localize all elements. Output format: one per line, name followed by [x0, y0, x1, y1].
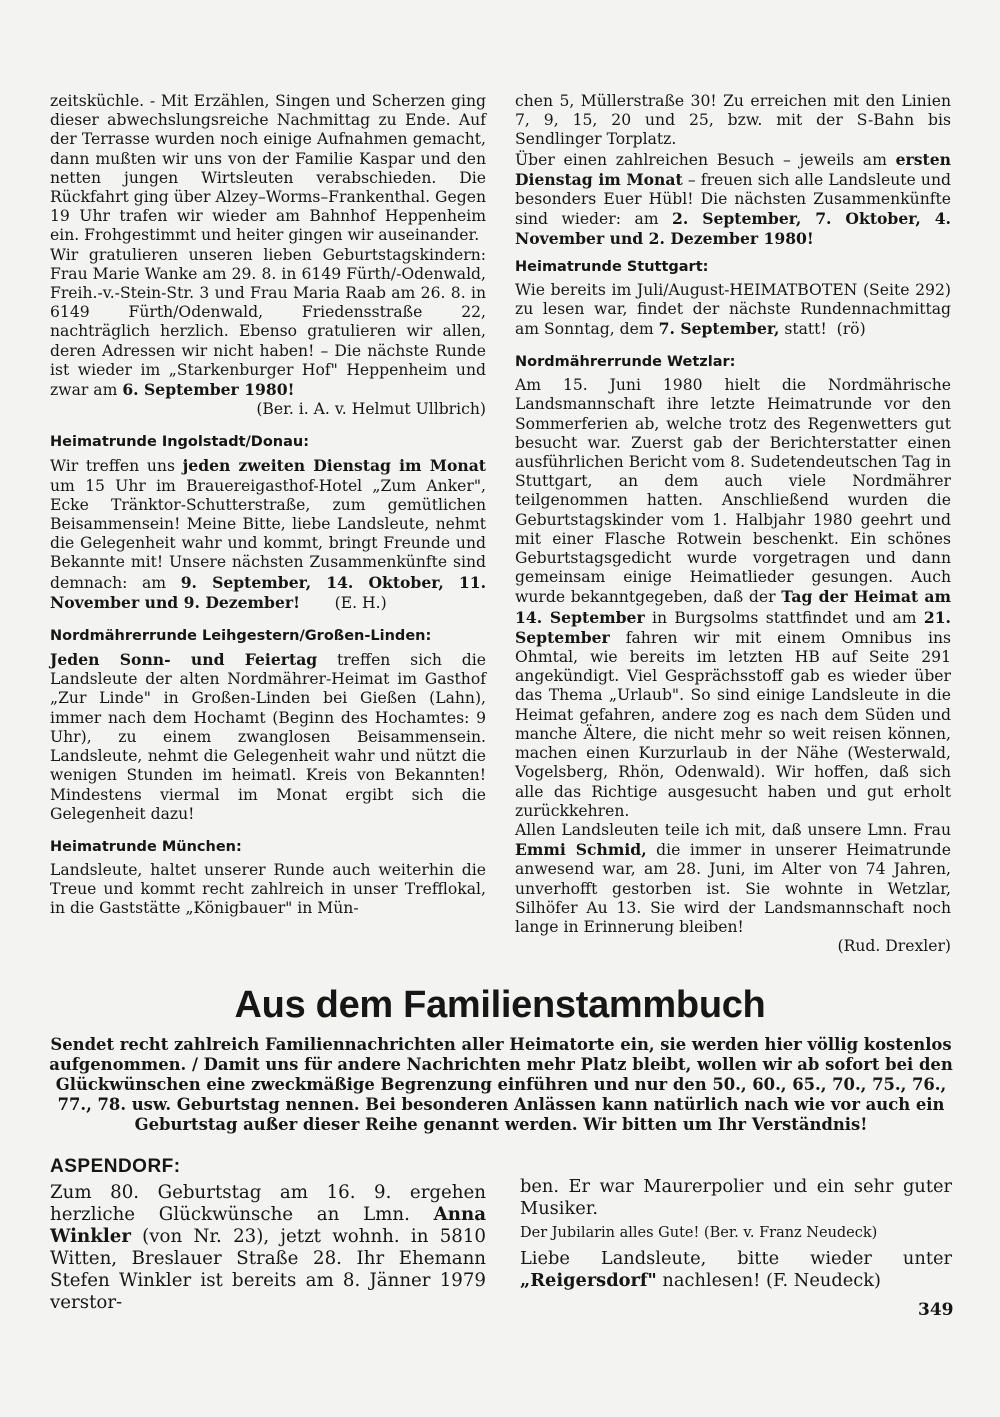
- paragraph-muenchen-dates: [515, 150, 951, 250]
- text-run: Zum 80. Geburtstag am 16. 9. ergehen herzliche Glückwünsche an Lmn.: [50, 1182, 486, 1225]
- paragraph-aspendorf: [50, 1182, 486, 1314]
- left-column: [50, 92, 486, 919]
- emphasis-run: Anna Winkler: [50, 1204, 486, 1247]
- paragraph-excursion: zeitsküchle. - Mit Erzählen, Singen und Scherzen ging dieser abwechslungsreiche Nachmittag zu Ende. Auf der Terrasse wurden noch einige Aufnahmen gemacht, dann mußten wir uns von der Familie Kaspar und den netten jungen Wirtsleuten verabschieden. Die Rückfahrt ging über Alzey–Worms–Frankenthal. Gegen 19 Uhr trafen wir wieder am Bahnhof Heppenheim ein. Frohgestimmt und heiter gingen wir auseinander.: [50, 92, 486, 245]
- aspendorf-continued: [520, 1176, 952, 1292]
- text-run: treffen sich die Landsleute der alten Nordmährer-Heimat im Gasthof „Zur Linde" in Großen-Linden bei Gießen (Lahn), immer nach dem Hochamt (Beginn des Hochamtes: 9 Uhr), zu einem zwanglosen Beisammensein. Landsleute, nehmt die Gelegenheit wahr und nützt die wenigen Stunden im heimatl. Kreis von Bekannten! Mindestens viermal im Monat ergibt sich die Gelegenheit dazu!: [50, 651, 486, 823]
- emphasis-run: Tag der Heimat am 14. September: [515, 587, 952, 627]
- signature-spacer: [827, 320, 837, 338]
- heading-stuttgart: Heimatrunde Stuttgart:: [515, 258, 709, 275]
- text-run: die immer in unserer Heimatrunde anwesend war, am 28. Juni, im Alter von 74 Jahren, unverhofft gestorben ist. Sie wohnte in Wetzlar, Silhöfer Au 13. Sie wird der Landsmannschaft noch lange in Erinnerung bleiben!: [515, 841, 951, 936]
- next-meeting-date: 6. September 1980!: [122, 380, 295, 400]
- text-run: Liebe Landsleute, bitte wieder unter: [520, 1248, 952, 1269]
- heading-muenchen: Heimatrunde München:: [50, 838, 242, 855]
- paragraph-aspendorf-part2: ben. Er war Maurerpolier und ein sehr guter Musiker.: [520, 1176, 952, 1219]
- text-run: Allen Landsleuten teile ich mit, daß unsere Lmn. Frau: [515, 820, 951, 839]
- paragraph-muenchen-part1: Landsleute, haltet unserer Runde auch weiterhin die Treue und kommt recht zahlreich in unser Trefflokal, in die Gaststätte „Königbauer" in Mün-: [50, 860, 486, 918]
- heading-leihgestern: Nordmährerrunde Leihgestern/Großen-Linden:: [50, 628, 432, 645]
- text-run: fahren wir mit einem Omnibus ins Ohmtal, wie bereits im letzten HB auf Seite 291 angekündigt. Viel Gesprächsstoff gab es wieder über das Thema „Urlaub". So sind einige Landsleute in die Heimat gefahren, andere zog es nach dem Süden und manche Ältere, die nicht mehr so weit reisen können, machen einen Kurzurlaub in der Nähe (Westerwald, Vogelsberg, Rhön, Odenwald). Wir hoffen, daß sich alle das Richtige ausgesucht haben und gut erholt zurückkehren.: [515, 628, 951, 820]
- emphasis-run: 2. September, 7. Oktober, 4. November und 2. Dezember 1980!: [515, 209, 951, 249]
- congratulation-note: Der Jubilarin alles Gute! (Ber. v. Franz Neudeck): [520, 1225, 878, 1241]
- paragraph-wetzlar: [515, 376, 951, 821]
- paragraph-birthdays: [50, 246, 486, 401]
- section-intro: Sendet recht zahlreich Familiennachrichten aller Heimatorte ein, sie werden hier völlig kostenlos aufgenommen. / Damit uns für andere Nachrichten mehr Platz bleibt, wollen wir ab sofort bei den Glückwünschen eine zweckmäßige Begrenzung einführen und nur den 50., 60., 65., 70., 75., 76., 77., 78. usw. Geburtstag nennen. Bei besonderen Anlässen kann natürlich nach wie vor auch ein Geburtstag außer dieser Reihe genannt werden. Wir bitten um Ihr Verständnis!: [49, 1035, 953, 1134]
- emphasis-run: 9. September, 14. Oktober, 11. November und 9. Dezember!: [50, 572, 486, 612]
- text-run: – freuen sich alle Landsleute und besonders Euer Hübl! Die nächsten Zusammenkünfte sind wieder: am: [515, 170, 951, 229]
- emphasis-run: ersten Dienstag im Monat: [515, 149, 951, 189]
- text-run: Über einen zahlreichen Besuch – jeweils am: [515, 150, 896, 169]
- page-number: 349: [918, 1300, 954, 1320]
- text-run: (von Nr. 23), jetzt wohnh. in 5810 Witten, Breslauer Straße 28. Ihr Ehemann Stefen Winkler ist bereits am 8. Jänner 1979 verstor-: [50, 1226, 486, 1313]
- emphasis-run: 7. September,: [658, 319, 780, 339]
- text-run: Wir treffen uns: [50, 457, 183, 476]
- emphasis-run: jeden zweiten Dienstag im Monat: [182, 456, 487, 476]
- author-signature: (E. H.): [334, 593, 387, 612]
- text-run: in Burgsolms stattfindet und am: [644, 608, 924, 627]
- text-run: statt!: [779, 320, 827, 339]
- paragraph-leihgestern: [50, 650, 486, 824]
- author-signature: (Ber. i. A. v. Helmut Ullbrich): [256, 400, 486, 419]
- heading-wetzlar: Nordmährerrunde Wetzlar:: [515, 354, 736, 371]
- signature-spacer: [300, 594, 335, 612]
- paragraph-stuttgart: [515, 281, 951, 340]
- emphasis-run: Jeden Sonn- und Feiertag: [50, 650, 318, 670]
- right-column: [515, 92, 951, 956]
- paragraph-ingolstadt: [50, 456, 486, 613]
- author-signature: (rö): [836, 320, 866, 339]
- section-title: Aus dem Familienstammbuch: [234, 984, 766, 1026]
- emphasis-run: „Reigersdorf": [520, 1270, 657, 1291]
- birthdays-text: Wir gratulieren unseren lieben Geburtstagskindern: Frau Marie Wanke am 29. 8. in 6149 Fürth/-Odenwald, Freih.-v.-Stein-Str. 3 und Frau Maria Raab am 26. 8. in 6149 Fürth/Odenwald, Friedensstraße 22, nachträglich herzlich. Ebenso gratulieren wir allen, deren Adressen wir nicht haben! – Die nächste Runde ist wieder im „Starkenburger Hof" Heppenheim und zwar am: [50, 245, 486, 400]
- author-signature: (Rud. Drexler): [837, 937, 951, 956]
- paragraph-muenchen-part2: chen 5, Müllerstraße 30! Zu erreichen mit den Linien 7, 9, 15, 20 und 25, bzw. mit der S-Bahn bis Sendlinger Torplatz.: [515, 92, 951, 149]
- paragraph-reigersdorf-hint: [520, 1248, 952, 1292]
- emphasis-run: 21. September: [515, 607, 951, 647]
- emphasis-run: Emmi Schmid,: [515, 840, 647, 860]
- paragraph-wetzlar-obituary: [515, 821, 951, 937]
- heading-ingolstadt: Heimatrunde Ingolstadt/Donau:: [50, 434, 310, 451]
- text-run: Am 15. Juni 1980 hielt die Nordmährische Landsmannschaft ihre letzte Heimatrunde vor den Sommerferien ab, welche trotz des Regenwetters gut besucht war. Zuerst gab der Berichterstatter einen ausführlichen Bericht vom 8. Sudetendeutschen Tag in Stuttgart, an dem auch viele Nordmährer teilgenommen hatten. Anschließend wurden die Geburtstagskinder vom 1. Halbjahr 1980 geehrt und mit einer Flasche Rotwein beschenkt. Ein schönes Geburtstagsgedicht wurde vorgetragen und dann gemeinsam einige Heimatlieder gesungen. Auch wurde bekanntgegeben, daß der: [515, 376, 951, 607]
- text-run: nachlesen! (F. Neudeck): [656, 1270, 881, 1291]
- text-run: um 15 Uhr im Brauereigasthof-Hotel „Zum Anker", Ecke Tränktor-Schutterstraße, zum gemütlichen Beisammensein! Meine Bitte, liebe Landsleute, nehmt die Gelegenheit wahr und kommt, bringt Freunde und Bekannte mit! Unsere nächsten Zusammenkünfte sind demnach: am: [50, 476, 486, 592]
- text-run: Wie bereits im Juli/August-HEIMATBOTEN (Seite 292) zu lesen war, findet der nächste Rundennachmittag am Sonntag, dem: [515, 280, 951, 339]
- heading-aspendorf: ASPENDORF:: [50, 1156, 181, 1177]
